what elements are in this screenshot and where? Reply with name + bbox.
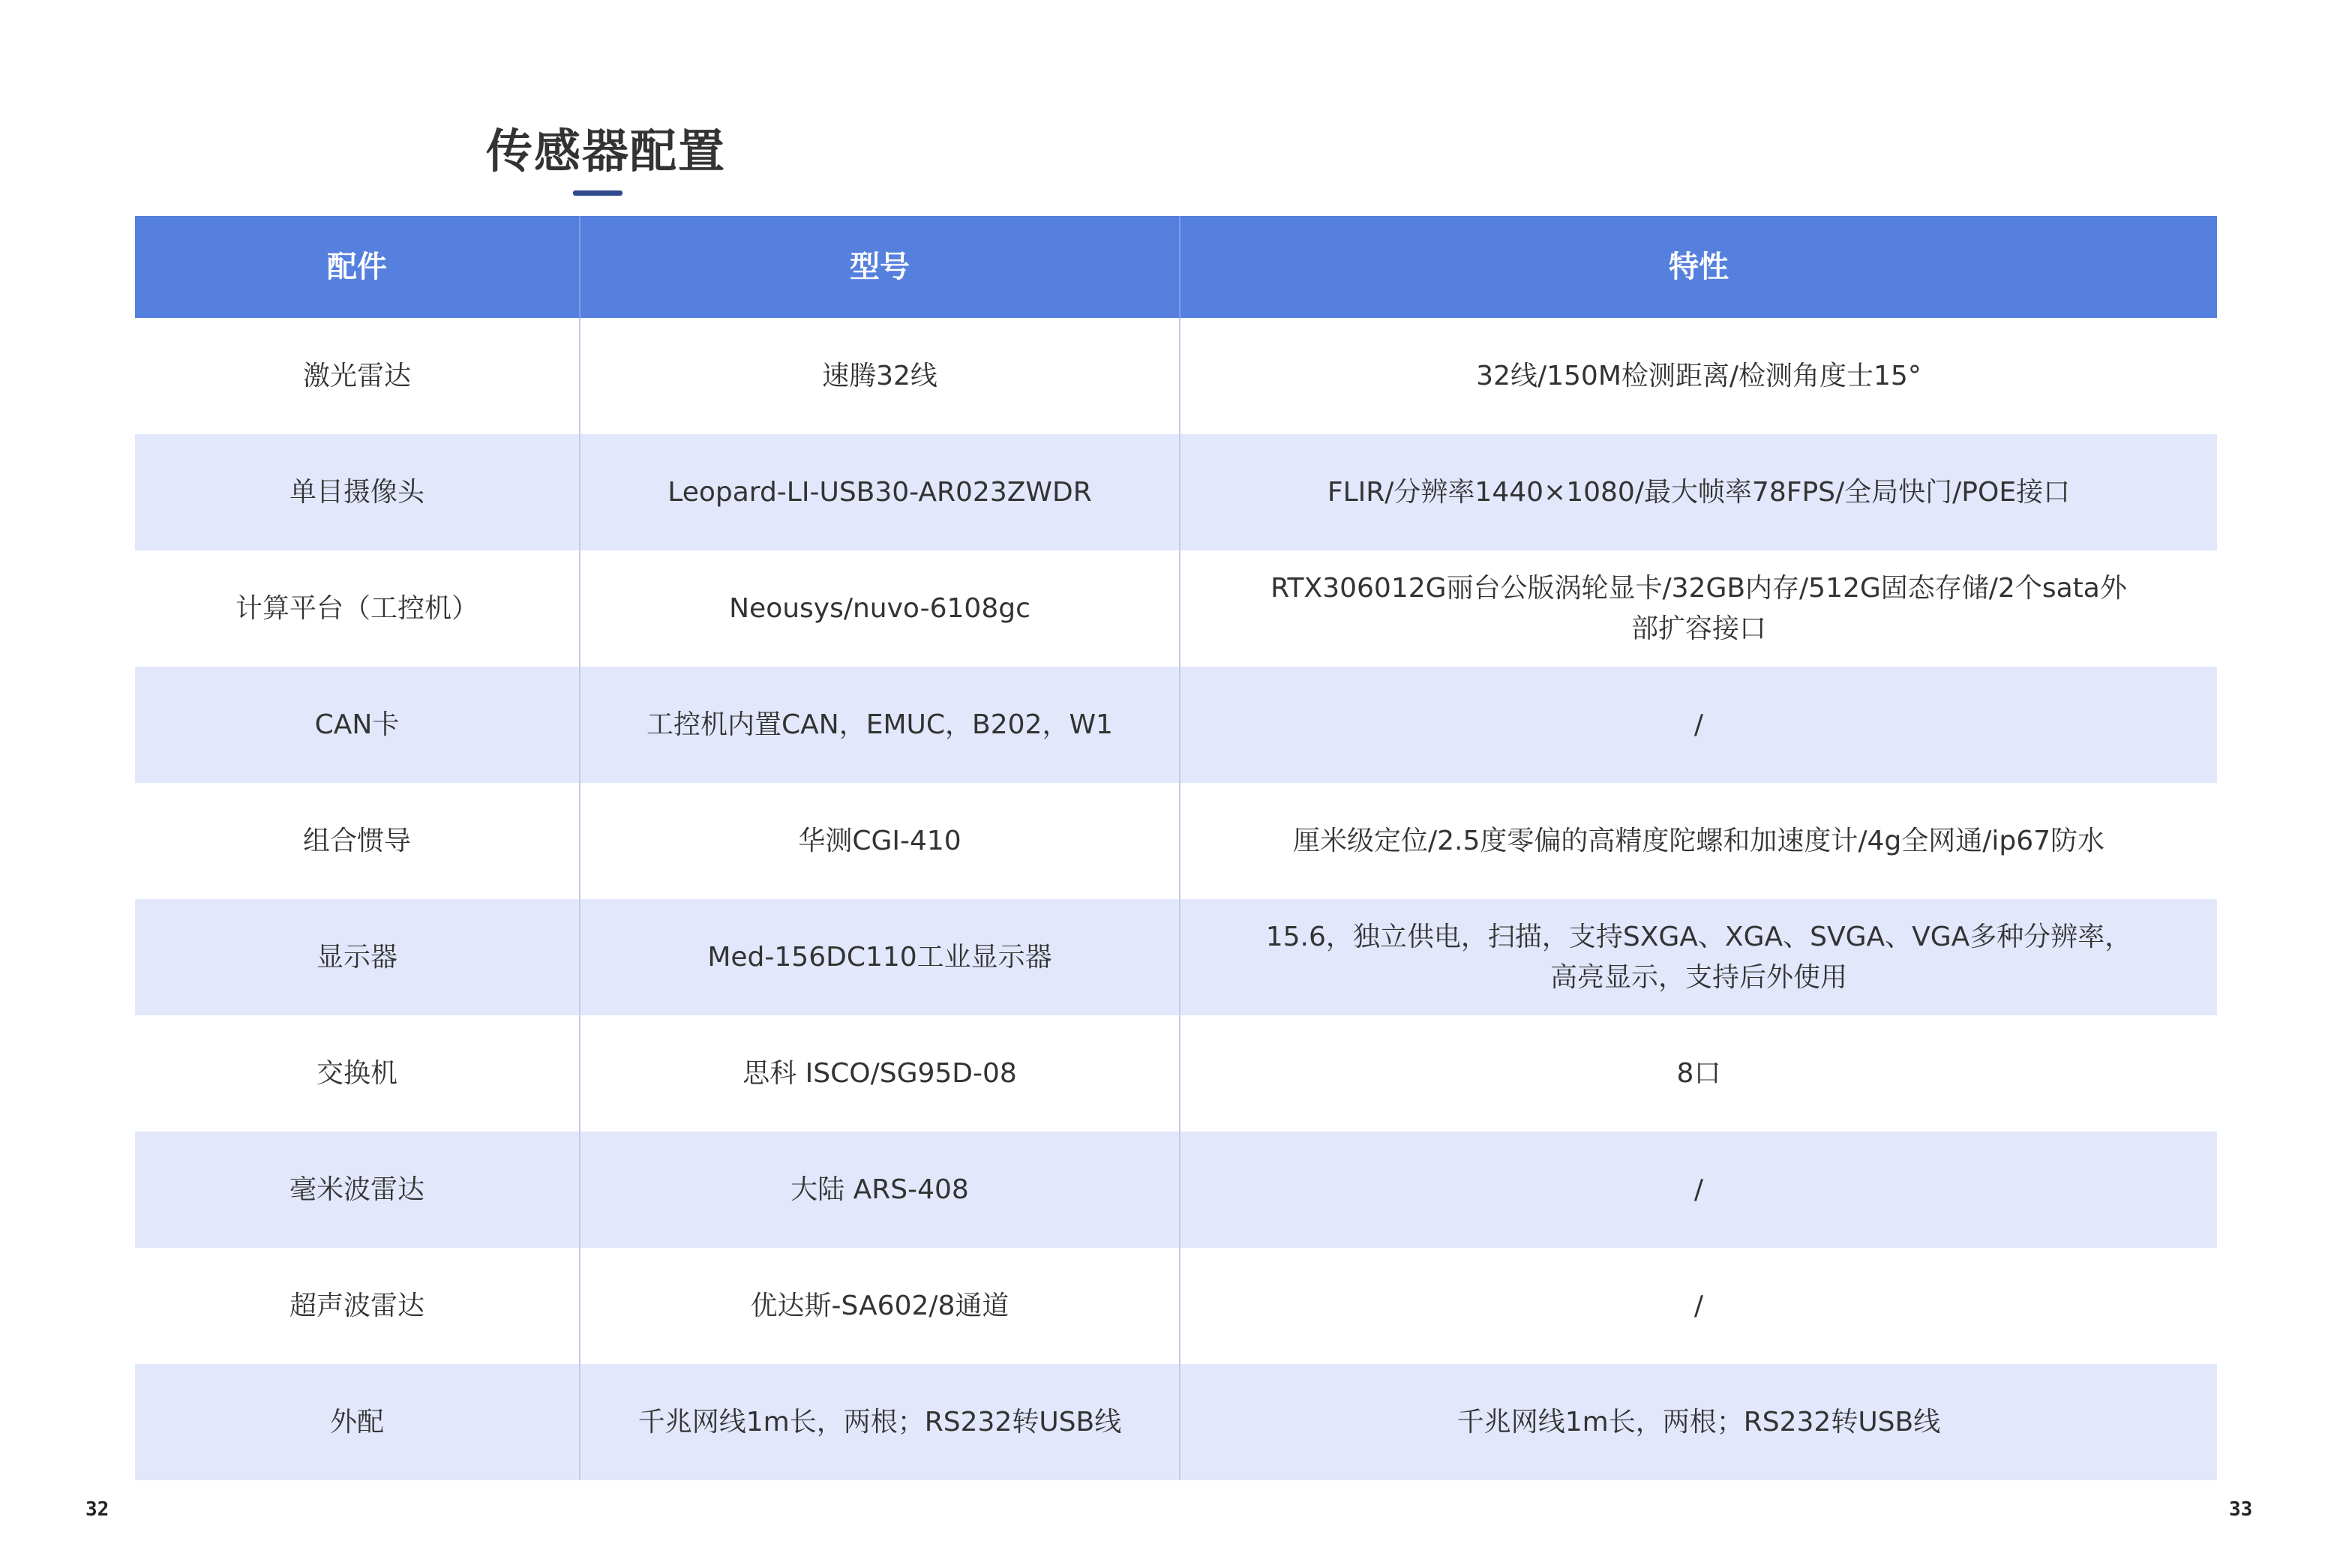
- cell-features: FLIR/分辨率1440×1080/最大帧率78FPS/全局快门/POE接口: [1327, 476, 2071, 508]
- cell-features: 8口: [1676, 1057, 1721, 1089]
- page-number-left: 32: [86, 1498, 110, 1521]
- cell-model: 大陆 ARS-408: [580, 1132, 1180, 1248]
- cell-accessory: 组合惯导: [135, 783, 580, 899]
- cell-accessory: CAN卡: [135, 667, 580, 783]
- table-header-row: [135, 216, 2217, 318]
- table-row: [135, 1248, 2217, 1364]
- cell-features: /: [1694, 709, 1704, 740]
- cell-model: 优达斯-SA602/8通道: [580, 1248, 1180, 1364]
- cell-model: 速腾32线: [580, 318, 1180, 434]
- sensor-config-table: [135, 216, 2217, 1480]
- table-row: [135, 1132, 2217, 1248]
- table-row: [135, 1015, 2217, 1132]
- cell-features: 15.6，独立供电，扫描，支持SXGA、XGA、SVGA、VGA多种分辨率，高亮显示，支持后外使用: [1265, 921, 2132, 993]
- header-cell-accessory: 配件: [135, 216, 580, 318]
- cell-features: RTX306012G丽台公版涡轮显卡/32GB内存/512G固态存储/2个sata外部扩容接口: [1270, 572, 2127, 644]
- cell-features: /: [1694, 1290, 1704, 1321]
- cell-accessory: 毫米波雷达: [135, 1132, 580, 1248]
- cell-model: 千兆网线1m长，两根；RS232转USB线: [580, 1364, 1180, 1480]
- cell-accessory: 激光雷达: [135, 318, 580, 434]
- table-row: [135, 434, 2217, 550]
- cell-model: Leopard-LI-USB30-AR023ZWDR: [580, 434, 1180, 550]
- header-cell-features: 特性: [1669, 250, 1729, 284]
- title-underline: [573, 190, 622, 196]
- cell-features: 32线/150M检测距离/检测角度士15°: [1476, 360, 1922, 391]
- cell-accessory: 超声波雷达: [135, 1248, 580, 1364]
- table-row: [135, 318, 2217, 434]
- table-row: [135, 667, 2217, 783]
- page-number-right: 33: [2229, 1498, 2253, 1521]
- cell-accessory: 计算平台（工控机）: [135, 550, 580, 667]
- cell-model: 思科 ISCO/SG95D-08: [580, 1015, 1180, 1132]
- page-title: 传感器配置: [486, 124, 727, 178]
- table-row: [135, 1364, 2217, 1480]
- cell-features: 千兆网线1m长，两根；RS232转USB线: [1456, 1406, 1941, 1438]
- cell-features: 厘米级定位/2.5度零偏的高精度陀螺和加速度计/4g全网通/ip67防水: [1292, 825, 2105, 856]
- cell-model: 华测CGI-410: [580, 783, 1180, 899]
- cell-features: /: [1694, 1174, 1704, 1205]
- cell-model: 工控机内置CAN，EMUC，B202，W1: [580, 667, 1180, 783]
- cell-accessory: 显示器: [135, 899, 580, 1015]
- cell-model: Neousys/nuvo-6108gc: [580, 550, 1180, 667]
- table-row: [135, 783, 2217, 899]
- table-row: [135, 550, 2217, 667]
- table-row: [135, 899, 2217, 1015]
- cell-model: Med-156DC110工业显示器: [580, 899, 1180, 1015]
- header-cell-model: 型号: [580, 216, 1180, 318]
- cell-accessory: 交换机: [135, 1015, 580, 1132]
- cell-accessory: 外配: [135, 1364, 580, 1480]
- cell-accessory: 单目摄像头: [135, 434, 580, 550]
